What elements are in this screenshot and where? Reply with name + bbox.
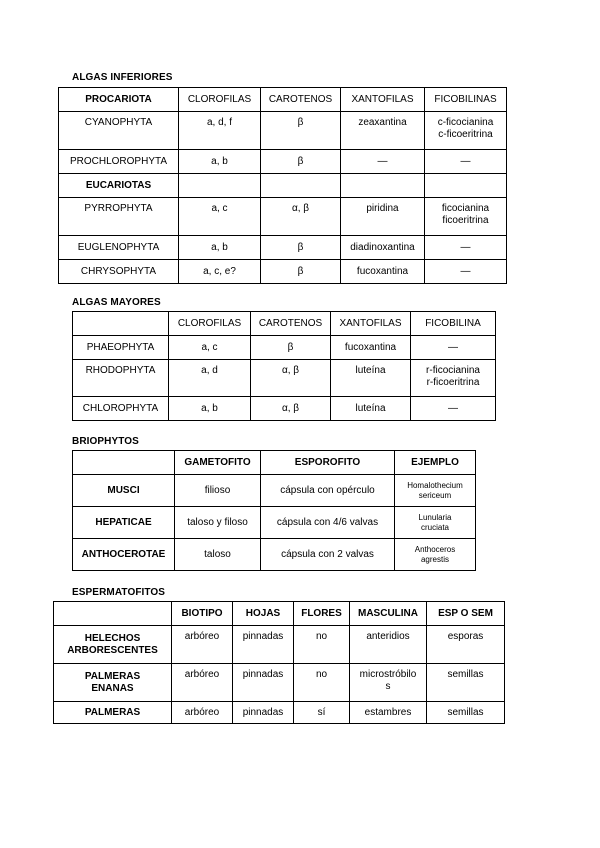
cell: β — [251, 336, 331, 360]
cell: taloso y filoso — [175, 507, 261, 539]
cell: filioso — [175, 475, 261, 507]
header-cell: XANTOFILAS — [331, 312, 411, 336]
header-cell: XANTOFILAS — [341, 88, 425, 112]
header-cell: PROCARIOTA — [59, 88, 179, 112]
cell: — — [341, 150, 425, 174]
cell: Lunularia cruciata — [395, 507, 476, 539]
header-cell — [73, 451, 175, 475]
cell: sí — [294, 702, 350, 724]
header-cell: CAROTENOS — [261, 88, 341, 112]
cell: — — [425, 236, 507, 260]
cell: PALMERAS — [54, 702, 172, 724]
cell — [261, 174, 341, 198]
cell: — — [425, 260, 507, 284]
table-row — [73, 507, 476, 539]
table-row — [54, 702, 505, 724]
cell: luteína — [331, 397, 411, 421]
cell: a, b — [179, 236, 261, 260]
table-header-row — [73, 451, 476, 475]
cell: a, d — [169, 360, 251, 397]
cell: piridina — [341, 198, 425, 236]
cell: semillas — [427, 664, 505, 702]
cell: pinnadas — [233, 702, 294, 724]
cell: a, b — [169, 397, 251, 421]
header-cell: FICOBILINA — [411, 312, 496, 336]
cell: anteridios — [350, 626, 427, 664]
cell: PALMERAS ENANAS — [54, 664, 172, 702]
table-row — [59, 260, 507, 284]
cell: cápsula con opérculo — [261, 475, 395, 507]
cell: no — [294, 664, 350, 702]
cell: RHODOPHYTA — [73, 360, 169, 397]
header-cell — [73, 312, 169, 336]
cell: arbóreo — [172, 626, 233, 664]
cell: c-ficocianina c-ficoeritrina — [425, 112, 507, 150]
table-header-row — [73, 312, 496, 336]
header-cell: CAROTENOS — [251, 312, 331, 336]
table-briophytos — [72, 450, 476, 571]
cell: esporas — [427, 626, 505, 664]
cell: arbóreo — [172, 702, 233, 724]
cell: a, c — [169, 336, 251, 360]
cell: EUCARIOTAS — [59, 174, 179, 198]
table-algas-inferiores — [58, 87, 507, 284]
cell: α, β — [251, 397, 331, 421]
table-row — [54, 626, 505, 664]
heading-briophytos: BRIOPHYTOS — [72, 436, 139, 447]
table-espermatofitos — [53, 601, 505, 724]
cell: fucoxantina — [341, 260, 425, 284]
table-row — [59, 174, 507, 198]
cell — [179, 174, 261, 198]
cell: zeaxantina — [341, 112, 425, 150]
cell: diadinoxantina — [341, 236, 425, 260]
table-row — [54, 664, 505, 702]
header-cell: EJEMPLO — [395, 451, 476, 475]
cell — [341, 174, 425, 198]
cell: HEPATICAE — [73, 507, 175, 539]
cell: β — [261, 260, 341, 284]
cell: a, c, e? — [179, 260, 261, 284]
cell: microstróbilo s — [350, 664, 427, 702]
heading-algas-inferiores: ALGAS INFERIORES — [72, 72, 173, 83]
cell: ANTHOCEROTAE — [73, 539, 175, 571]
table-row — [59, 198, 507, 236]
cell: EUGLENOPHYTA — [59, 236, 179, 260]
cell: CHRYSOPHYTA — [59, 260, 179, 284]
cell: HELECHOS ARBORESCENTES — [54, 626, 172, 664]
table-header-row — [59, 88, 507, 112]
heading-algas-mayores: ALGAS MAYORES — [72, 297, 161, 308]
cell: fucoxantina — [331, 336, 411, 360]
header-cell: CLOROFILAS — [169, 312, 251, 336]
header-cell: BIOTIPO — [172, 602, 233, 626]
cell: a, b — [179, 150, 261, 174]
cell: r-ficocianina r-ficoeritrina — [411, 360, 496, 397]
cell: — — [425, 150, 507, 174]
cell: CYANOPHYTA — [59, 112, 179, 150]
cell: pinnadas — [233, 626, 294, 664]
header-cell — [54, 602, 172, 626]
table-algas-mayores — [72, 311, 496, 421]
cell: a, c — [179, 198, 261, 236]
cell: pinnadas — [233, 664, 294, 702]
cell: MUSCI — [73, 475, 175, 507]
cell: arbóreo — [172, 664, 233, 702]
table-header-row — [54, 602, 505, 626]
cell: ficocianina ficoeritrina — [425, 198, 507, 236]
heading-espermatofitos: ESPERMATOFITOS — [72, 587, 166, 598]
cell: cápsula con 2 valvas — [261, 539, 395, 571]
cell: cápsula con 4/6 valvas — [261, 507, 395, 539]
cell: Homalothecium sericeum — [395, 475, 476, 507]
cell: CHLOROPHYTA — [73, 397, 169, 421]
cell: taloso — [175, 539, 261, 571]
cell: semillas — [427, 702, 505, 724]
header-cell: HOJAS — [233, 602, 294, 626]
header-cell: CLOROFILAS — [179, 88, 261, 112]
cell: α, β — [251, 360, 331, 397]
cell: a, d, f — [179, 112, 261, 150]
cell: β — [261, 236, 341, 260]
cell — [425, 174, 507, 198]
header-cell: ESPOROFITO — [261, 451, 395, 475]
header-cell: ESP O SEM — [427, 602, 505, 626]
table-row — [73, 539, 476, 571]
header-cell: FICOBILINAS — [425, 88, 507, 112]
header-cell: GAMETOFITO — [175, 451, 261, 475]
cell: — — [411, 397, 496, 421]
table-row — [59, 150, 507, 174]
cell: PHAEOPHYTA — [73, 336, 169, 360]
cell: PYRROPHYTA — [59, 198, 179, 236]
table-row — [73, 336, 496, 360]
cell: — — [411, 336, 496, 360]
table-row — [73, 475, 476, 507]
cell: β — [261, 112, 341, 150]
table-row — [59, 236, 507, 260]
header-cell: MASCULINA — [350, 602, 427, 626]
table-row — [73, 360, 496, 397]
header-cell: FLORES — [294, 602, 350, 626]
cell: β — [261, 150, 341, 174]
cell: Anthoceros agrestis — [395, 539, 476, 571]
cell: no — [294, 626, 350, 664]
cell: luteína — [331, 360, 411, 397]
table-row — [59, 112, 507, 150]
table-row — [73, 397, 496, 421]
cell: estambres — [350, 702, 427, 724]
cell: PROCHLOROPHYTA — [59, 150, 179, 174]
cell: α, β — [261, 198, 341, 236]
